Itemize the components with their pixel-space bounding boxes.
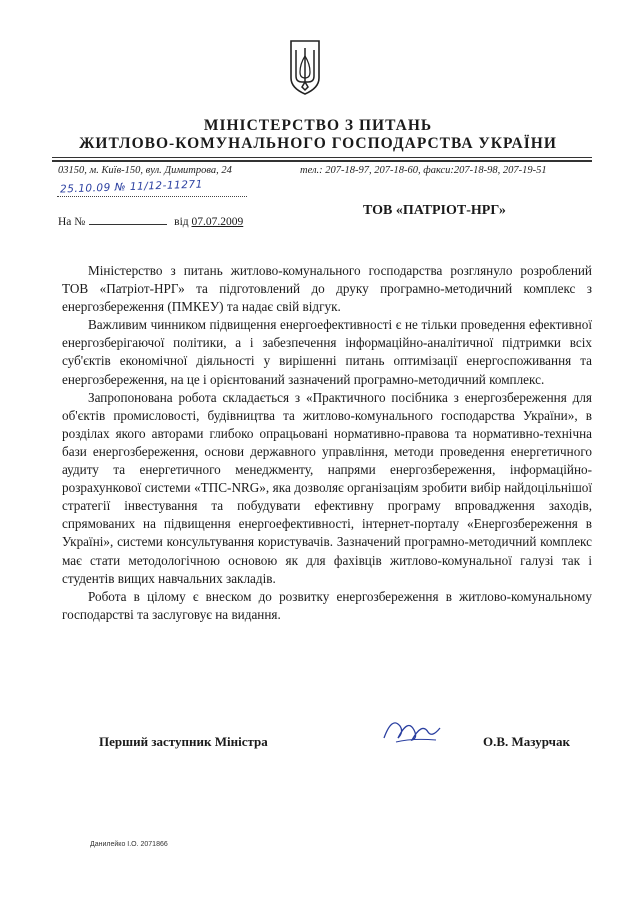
header-divider xyxy=(52,157,592,158)
coat-of-arms-icon xyxy=(288,38,322,96)
reference-from-label: від xyxy=(174,216,189,228)
reference-blank xyxy=(89,213,167,225)
ministry-address: 03150, м. Київ-150, вул. Димитрова, 24 xyxy=(58,165,232,176)
reference-prefix: На № xyxy=(58,216,86,228)
paragraph: Важливим чинником підвищення енергоефективності є не тільки проведення ефективної енергозберігаючої політики, а і забезпечення інформаційно-аналітичної підтримки всіх суб'єктів економічної діяльності у вирішенні питань оптимізації енергоспоживання та енергозбереження, на це і орієнтований зазначений програмно-методичний комплекс. xyxy=(62,317,592,387)
paragraph: Робота в цілому є внеском до розвитку енергозбереження в житлово-комунальному господарстві та заслуговує на видання. xyxy=(62,588,592,622)
reference-date: 07.07.2009 xyxy=(191,216,244,228)
ministry-contacts: тел.: 207-18-97, 207-18-60, факси:207-18-98, 207-19-51 xyxy=(300,165,547,176)
paragraph: Міністерство з питань житлово-комунального господарства розглянуло розроблений ТОВ «Патріот-НРГ» та підготовлений до друку програмно-методичний комплекс з енергозбереження (ПМКЕУ) та надає свій відгук. xyxy=(62,263,592,315)
ministry-title-line1: МІНІСТЕРСТВО З ПИТАНЬ xyxy=(203,117,433,134)
paragraph: Запропонована робота складається з «Практичного посібника з енергозбереження для об'єктів промисловості, будівництва та житлово-комунального господарства України», в розділах якого авторами глибоко опрацьовані нормативно-правова та нормативно-технічна бази енергозбереження, основи державного управління, методи проведення енергетичного аудиту та енергетичного менеджменту, напрями енергозбереження, інформаційно-розрахункової системи «ТПС-NRG», яка дозволяє організаціям зробити вибір найдоцільнішої стратегії інвестування та побудувати ефективну програму впровадження заходів, спрямованих на підвищення енергоефективності, інтернет-порталу «Енергозбереження в Україні», системи консультування користувачів. Зазначений програмно-методичний комплекс має стати методологічною основою як для фахівців житлово-комунальної галузі так і студентів вищих навчальних закладів. xyxy=(62,389,592,586)
signatory-name: О.В. Мазурчак xyxy=(483,734,570,749)
recipient: ТОВ «ПАТРІОТ-НРГ» xyxy=(363,203,506,218)
signatory-position: Перший заступник Міністра xyxy=(99,734,268,749)
letter-body xyxy=(62,262,592,624)
registration-dotted-line xyxy=(57,196,247,197)
ministry-title-line2: ЖИТЛОВО-КОМУНАЛЬНОГО ГОСПОДАРСТВА УКРАЇНИ xyxy=(79,135,557,152)
handwritten-signature xyxy=(378,708,448,750)
registration-number-handwritten: 25.10.09 № 11/12-11271 xyxy=(59,178,203,196)
header-divider-thick xyxy=(52,160,592,162)
reference-line xyxy=(58,213,243,228)
executor-note: Данилейко І.О. 2071866 xyxy=(90,841,168,848)
